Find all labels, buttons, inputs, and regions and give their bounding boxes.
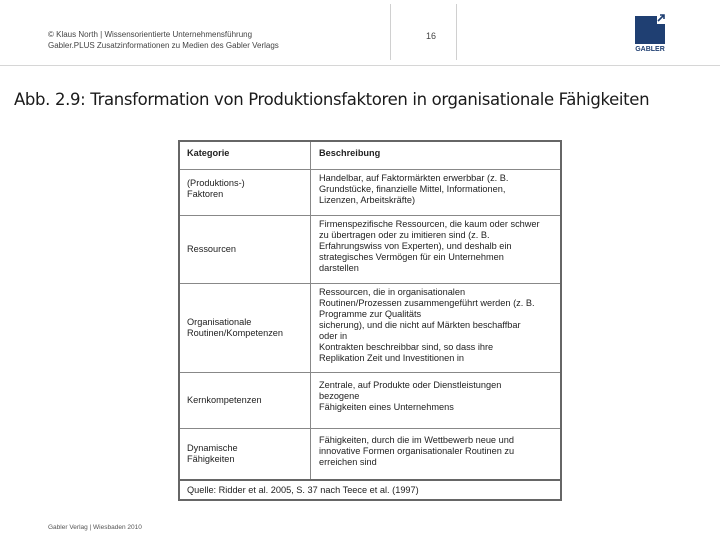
header-rule [0, 65, 720, 66]
table-header-row [180, 142, 560, 170]
table-row [180, 429, 560, 481]
header-copyright: © Klaus North | Wissensorientierte Unternehmensführung [48, 30, 253, 39]
slide-title: Abb. 2.9: Transformation von Produktionsfaktoren in organisationale Fähigkeiten [14, 90, 650, 109]
table-row [180, 373, 560, 429]
header-divider [390, 4, 391, 60]
table-source: Quelle: Ridder et al. 2005, S. 37 nach Teece et al. (1997) [187, 485, 419, 495]
cell-kategorie: Organisationale Routinen/Kompetenzen [180, 284, 311, 372]
page-number: 16 [426, 31, 437, 41]
cell-kategorie: (Produktions-) Faktoren [180, 170, 311, 215]
kategorie-table [178, 140, 562, 501]
column-header-kategorie: Kategorie [180, 142, 311, 169]
cell-beschreibung: Zentrale, auf Produkte oder Dienstleistungen bezogene Fähigkeiten eines Unternehmens [319, 380, 502, 412]
cell-beschreibung: Ressourcen, die in organisationalen Routinen/Prozessen zusammengeführt werden (z. B. Programme zur Qualitäts sicherung), und die nicht auf Märkten beschaffbar oder in Kontrakten beschreibbar sind, so dass ihre Replikation Zeit und Investitionen in [319, 287, 535, 363]
gabler-logo [633, 12, 669, 52]
cell-kategorie: Kernkompetenzen [180, 373, 311, 428]
cell-kategorie: Dynamische Fähigkeiten [180, 429, 311, 479]
footer-publisher: Gabler Verlag | Wiesbaden 2010 [48, 524, 142, 531]
table-row [180, 170, 560, 216]
cell-kategorie: Ressourcen [180, 216, 311, 283]
table-row [180, 284, 560, 373]
header-publisher-info: Gabler.PLUS Zusatzinformationen zu Medien des Gabler Verlags [48, 41, 279, 50]
cell-beschreibung: Fähigkeiten, durch die im Wettbewerb neue und innovative Formen organisationaler Routinen zu erreichen sind [319, 435, 515, 467]
svg-text:GABLER: GABLER [635, 46, 665, 52]
header-divider [456, 4, 457, 60]
cell-beschreibung: Firmenspezifische Ressourcen, die kaum oder schwer zu übertragen oder zu imitieren sind (z. B. Erfahrungswiss von Experten), und deshalb ein strategisches Vermögen für ein Unternehmen darstellen [319, 219, 540, 273]
table-row [180, 216, 560, 284]
cell-beschreibung: Handelbar, auf Faktormärkten erwerbbar (z. B. Grundstücke, finanzielle Mittel, Informationen, Lizenzen, Arbeitskräfte) [319, 173, 509, 205]
column-header-beschreibung: Beschreibung [319, 148, 381, 158]
